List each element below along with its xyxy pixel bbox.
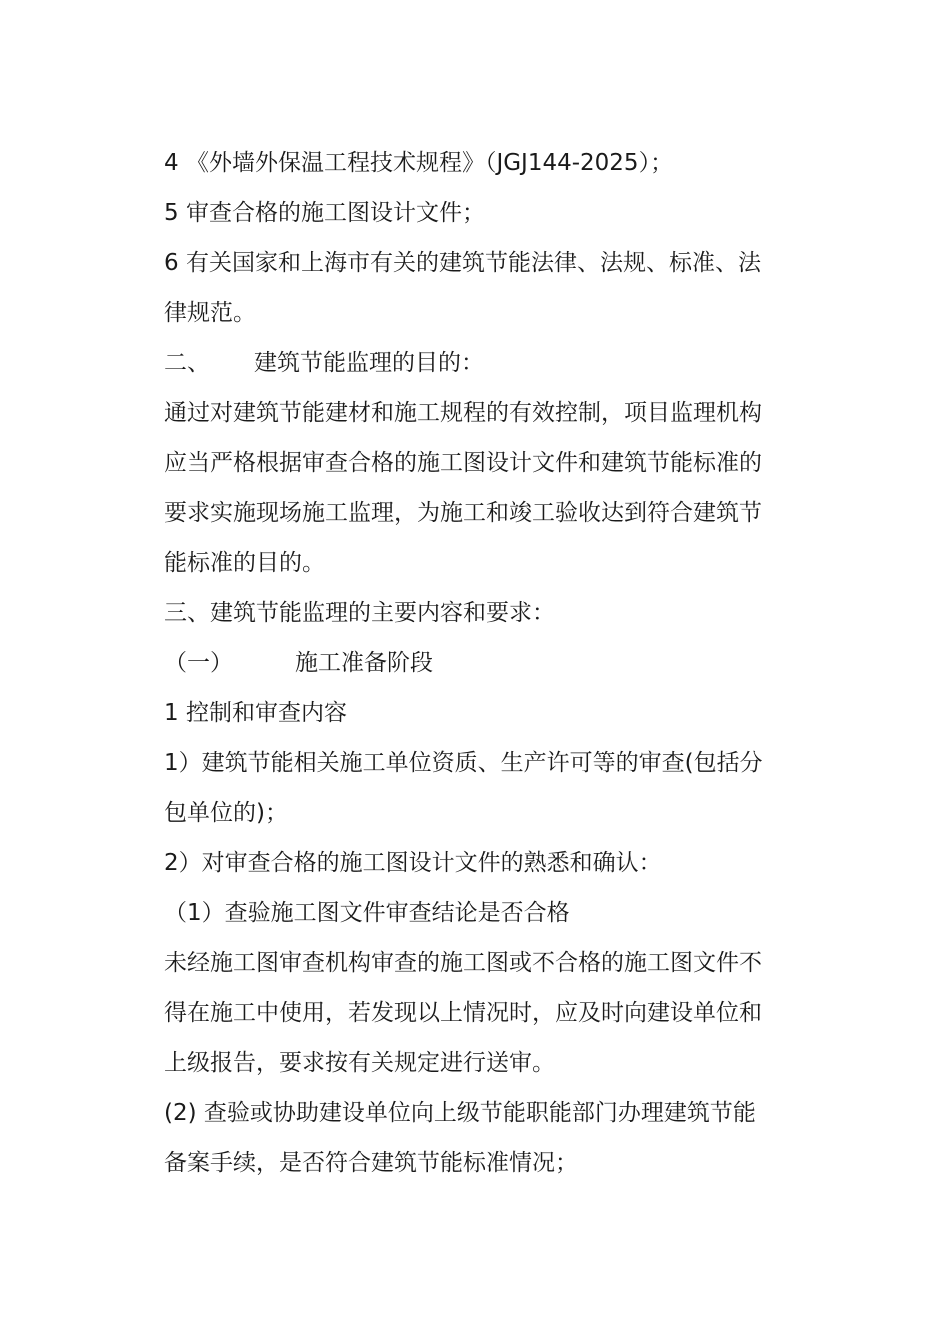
text-line: 上级报告，要求按有关规定进行送审。 [164, 1050, 555, 1076]
text-line: 能标准的目的。 [164, 550, 325, 576]
subsection-title: 施工准备阶段 [295, 650, 433, 676]
text-line: 律规范。 [164, 300, 256, 326]
subsection-heading [164, 638, 844, 688]
section-heading: 三、建筑节能监理的主要内容和要求： [164, 600, 555, 626]
section-heading [164, 338, 844, 388]
text-line: 通过对建筑节能建材和施工规程的有效控制，项目监理机构 [164, 400, 762, 426]
subsection-number: （一） [164, 650, 233, 676]
text-line: 1）建筑节能相关施工单位资质、生产许可等的审查(包括分 [164, 750, 763, 776]
text-line: 1 控制和审查内容 [164, 700, 347, 726]
text-line: 6 有关国家和上海市有关的建筑节能法律、法规、标准、法 [164, 250, 761, 276]
text-line: 备案手续，是否符合建筑节能标准情况； [164, 1150, 578, 1176]
text-line: 要求实施现场施工监理，为施工和竣工验收达到符合建筑节 [164, 500, 762, 526]
text-line: （1）查验施工图文件审查结论是否合格 [164, 900, 570, 926]
text-line: 未经施工图审查机构审查的施工图或不合格的施工图文件不 [164, 950, 762, 976]
text-line: 2）对审查合格的施工图设计文件的熟悉和确认： [164, 850, 662, 876]
section-title: 建筑节能监理的目的： [254, 350, 484, 376]
text-line: 4 《外墙外保温工程技术规程》（JGJ144-2025）； [164, 150, 674, 176]
text-line: 得在施工中使用，若发现以上情况时，应及时向建设单位和 [164, 1000, 762, 1026]
text-line: 包单位的)； [164, 800, 288, 826]
text-line: 5 审查合格的施工图设计文件； [164, 200, 485, 226]
section-number: 二、 [164, 350, 210, 376]
text-line: (2) 查验或协助建设单位向上级节能职能部门办理建筑节能 [164, 1100, 756, 1126]
document-body [164, 138, 844, 1188]
text-line: 应当严格根据审查合格的施工图设计文件和建筑节能标准的 [164, 450, 762, 476]
